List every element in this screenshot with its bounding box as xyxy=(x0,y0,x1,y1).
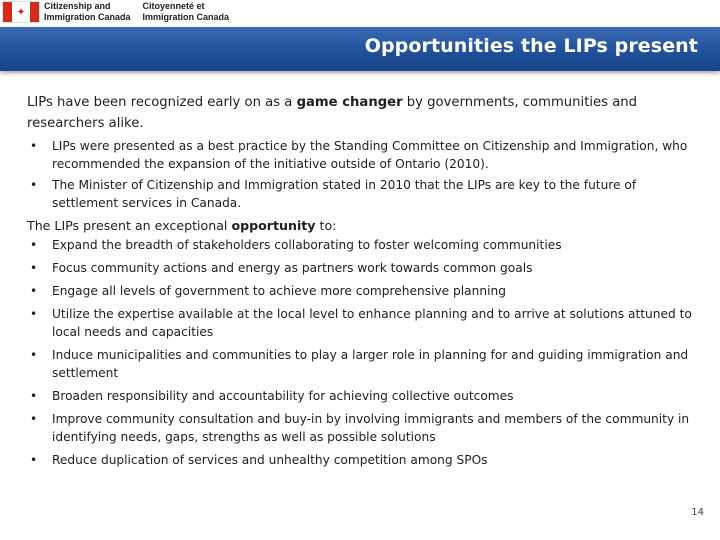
list-item: • Utilize the expertise available at the local level to enhance planning and to arrive at solutions attuned to local needs and capacities xyxy=(30,307,692,339)
list-item: • LIPs were presented as a best practice by the Standing Committee on Citizenship and Immigration, who recommended the expansion of the initiative outside of Ontario (2010). xyxy=(30,139,688,171)
list-item: • Engage all levels of government to achieve more comprehensive planning xyxy=(30,284,506,298)
slide-title: Opportunities the LIPs present xyxy=(364,35,698,57)
list-item: • Broaden responsibility and accountability for achieving collective outcomes xyxy=(30,389,514,403)
section2-bullet-list xyxy=(27,236,703,469)
list-item: • The Minister of Citizenship and Immigration stated in 2010 that the LIPs are key to the future of settlement services in Canada. xyxy=(30,178,637,210)
list-item: • Expand the breadth of stakeholders collaborating to foster welcoming communities xyxy=(30,238,562,252)
org-name-french: Citoyenneté et Immigration Canada xyxy=(142,1,230,22)
maple-leaf-flag-icon: ✦ xyxy=(2,1,40,23)
list-item: • Focus community actions and energy as partners work towards common goals xyxy=(30,261,533,275)
section1-bullet-list xyxy=(27,138,703,212)
list-item: • Reduce duplication of services and unhealthy competition among SPOs xyxy=(30,453,488,467)
government-logo xyxy=(0,0,240,26)
list-item: • Induce municipalities and communities to play a larger role in planning for and guiding immigration and settlement xyxy=(30,348,689,380)
list-item: • Improve community consultation and buy-in by involving immigrants and members of the community in identifying needs, gaps, strengths as well as possible solutions xyxy=(30,412,690,444)
org-name-english: Citizenship and Immigration Canada xyxy=(44,1,131,22)
page-number: 14 xyxy=(691,507,704,518)
title-bar xyxy=(0,27,720,71)
slide-body xyxy=(27,92,703,474)
section1-intro: LIPs have been recognized early on as a game changer by governments, communities and researchers alike. xyxy=(27,95,638,131)
section2-intro: The LIPs present an exceptional opportunity to: xyxy=(27,218,337,233)
